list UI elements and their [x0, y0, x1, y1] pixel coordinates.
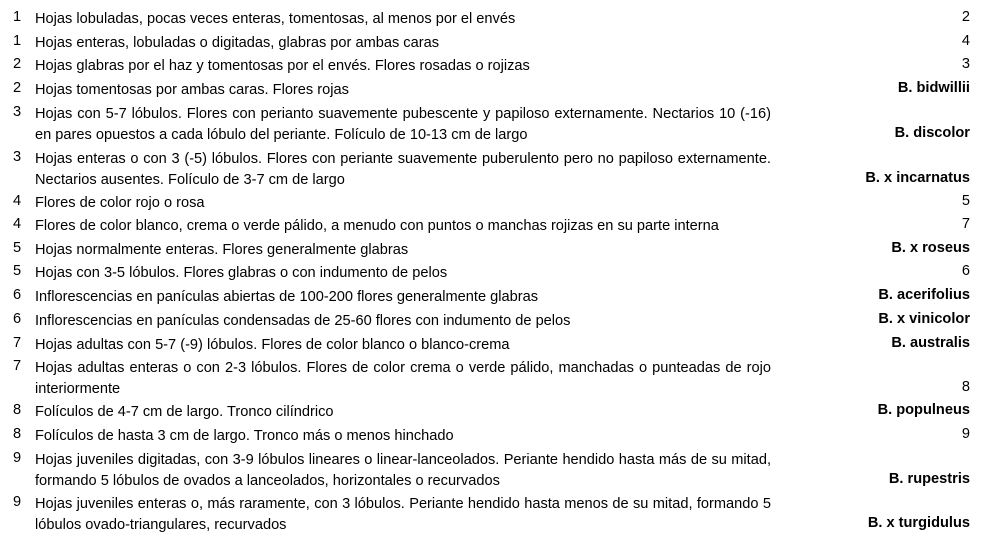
next-couplet-reference: 3: [961, 56, 970, 72]
couplet-number: 2: [13, 80, 22, 96]
key-row: [0, 149, 983, 191]
taxon-name: B. populneus: [877, 402, 970, 418]
taxon-name: B. acerifolius: [878, 287, 970, 303]
key-row: [0, 80, 983, 101]
key-row: [0, 216, 983, 237]
couplet-number: 9: [13, 494, 22, 510]
taxon-name: B. rupestris: [888, 471, 970, 487]
couplet-number: 1: [13, 33, 22, 49]
couplet-number: 8: [13, 426, 22, 442]
taxon-name: B. x vinicolor: [878, 311, 970, 327]
couplet-description: Hojas tomentosas por ambas caras. Flores rojas: [35, 82, 349, 98]
couplet-number: 3: [13, 104, 22, 120]
next-couplet-reference: 4: [961, 33, 970, 49]
taxon-name: B. x roseus: [891, 240, 970, 256]
couplet-description: Inflorescencias en panículas condensadas de 25-60 flores con indumento de pelos: [35, 313, 571, 329]
couplet-description: Hojas adultas enteras o con 2-3 lóbulos. Flores de color crema o verde pálido, manchadas o punteadas de rojo interiormente: [35, 360, 771, 397]
couplet-description: Hojas juveniles digitadas, con 3-9 lóbulos lineares o linear-lanceolados. Periante hendido hasta más de su mitad, formando 5 lóbulos de ovados a lanceolados, horizontales o recurvados: [35, 452, 771, 489]
next-couplet-reference: 5: [961, 193, 970, 209]
couplet-description: Hojas normalmente enteras. Flores generalmente glabras: [35, 242, 409, 258]
key-row: [0, 240, 983, 261]
couplet-description: Hojas juveniles enteras o, más raramente, con 3 lóbulos. Periante hendido hasta menos de su mitad, formando 5 lóbulos ovado-triangulares, recurvados: [35, 496, 771, 533]
couplet-description: Hojas con 3-5 lóbulos. Flores glabras o con indumento de pelos: [35, 265, 448, 281]
couplet-number: 1: [13, 9, 22, 25]
couplet-description: Hojas enteras, lobuladas o digitadas, glabras por ambas caras: [35, 35, 439, 51]
couplet-description: Hojas con 5-7 lóbulos. Flores con perianto suavemente pubescente y papiloso externamente. Nectarios 10 (-16) en pares opuestos a cada lóbulo del periante. Folículo de 10-13 cm de largo: [35, 106, 771, 143]
couplet-number: 8: [13, 402, 22, 418]
key-row: [0, 426, 983, 447]
couplet-number: 7: [13, 335, 22, 351]
couplet-number: 4: [13, 193, 22, 209]
next-couplet-reference: 8: [961, 379, 970, 395]
taxon-name: B. bidwillii: [897, 80, 970, 96]
key-row: [0, 402, 983, 423]
key-row: [0, 287, 983, 308]
key-row: [0, 104, 983, 146]
couplet-number: 4: [13, 216, 22, 232]
next-couplet-reference: 2: [961, 9, 970, 25]
couplet-number: 5: [13, 263, 22, 279]
couplet-description: Flores de color blanco, crema o verde pálido, a menudo con puntos o manchas rojizas en su parte interna: [35, 218, 719, 234]
couplet-description: Hojas enteras o con 3 (-5) lóbulos. Flores con periante suavemente puberulento pero no papiloso externamente. Nectarios ausentes. Folículo de 3-7 cm de largo: [35, 151, 771, 188]
couplet-number: 9: [13, 450, 22, 466]
couplet-description: Inflorescencias en panículas abiertas de 100-200 flores generalmente glabras: [35, 289, 538, 305]
next-couplet-reference: 6: [961, 263, 970, 279]
couplet-number: 6: [13, 287, 22, 303]
taxon-name: B. x incarnatus: [865, 170, 970, 186]
key-row: [0, 335, 983, 356]
key-row: [0, 311, 983, 332]
key-row: [0, 56, 983, 77]
key-row: [0, 9, 983, 30]
key-row: [0, 193, 983, 214]
key-row: [0, 33, 983, 54]
taxon-name: B. australis: [891, 335, 970, 351]
couplet-number: 3: [13, 149, 22, 165]
couplet-number: 7: [13, 358, 22, 374]
couplet-description: Hojas adultas con 5-7 (-9) lóbulos. Flores de color blanco o blanco-crema: [35, 337, 510, 353]
couplet-description: Folículos de 4-7 cm de largo. Tronco cilíndrico: [35, 404, 334, 420]
couplet-number: 5: [13, 240, 22, 256]
couplet-description: Hojas glabras por el haz y tomentosas por el envés. Flores rosadas o rojizas: [35, 58, 530, 74]
taxon-name: B. x turgidulus: [867, 515, 970, 531]
couplet-description: Hojas lobuladas, pocas veces enteras, tomentosas, al menos por el envés: [35, 11, 516, 27]
next-couplet-reference: 9: [961, 426, 970, 442]
key-row: [0, 358, 983, 400]
key-row: [0, 450, 983, 492]
next-couplet-reference: 7: [961, 216, 970, 232]
couplet-number: 2: [13, 56, 22, 72]
couplet-description: Folículos de hasta 3 cm de largo. Tronco más o menos hinchado: [35, 428, 454, 444]
couplet-number: 6: [13, 311, 22, 327]
couplet-description: Flores de color rojo o rosa: [35, 195, 205, 211]
key-row: [0, 494, 983, 536]
taxon-name: B. discolor: [894, 125, 970, 141]
key-row: [0, 263, 983, 284]
